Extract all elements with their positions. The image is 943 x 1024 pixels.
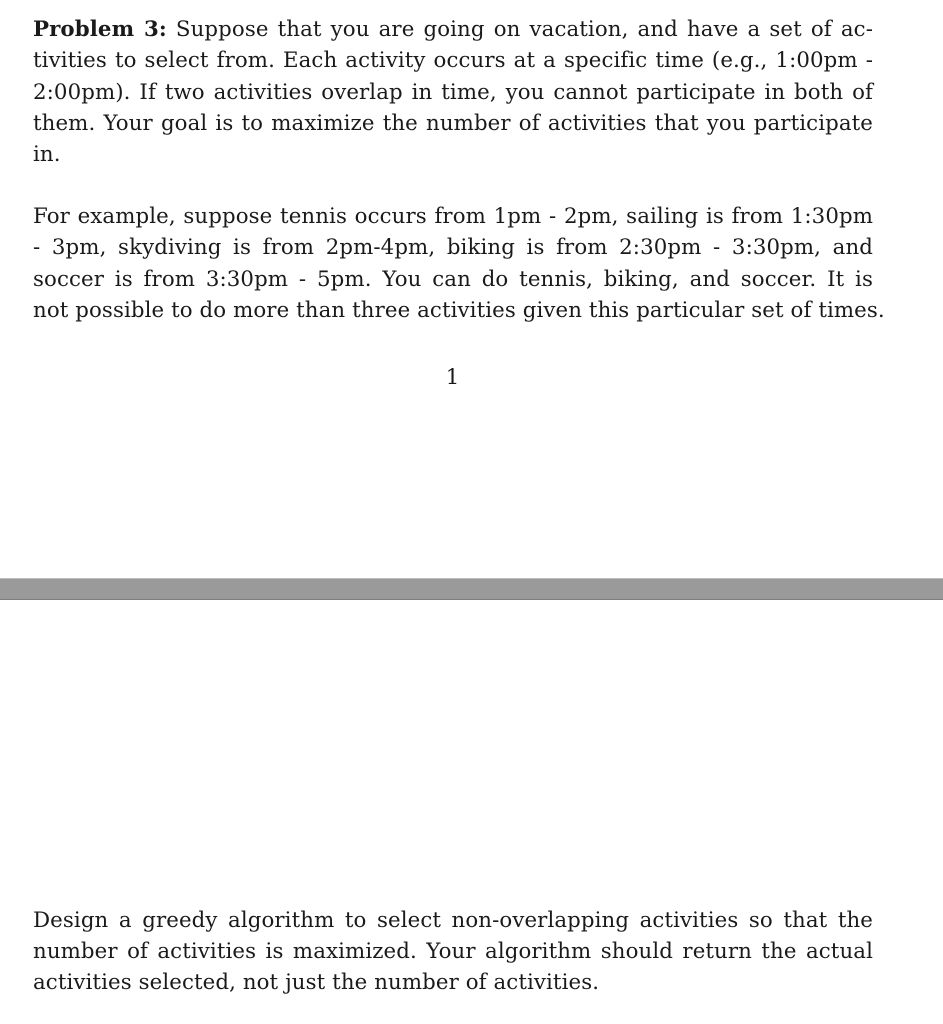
para1-line-2: tivities to select from. Each activity occurs at a specific time (e.g., 1:00pm -: [33, 48, 873, 73]
para1-line-3: 2:00pm). If two activities overlap in time, you cannot participate in both of: [33, 80, 873, 105]
para1-line-4: them. Your goal is to maximize the number of activities that you participate: [33, 111, 873, 136]
para1-line-5: in.: [33, 142, 61, 167]
problem-heading: Problem 3:: [33, 17, 167, 42]
para3-line-2: number of activities is maximized. Your algorithm should return the actual: [33, 939, 873, 964]
para3-line-1: Design a greedy algorithm to select non-overlapping activities so that the: [33, 908, 873, 933]
page-2: [0, 600, 943, 1024]
para2-line-4: not possible to do more than three activities given this particular set of times.: [33, 298, 885, 323]
para1-line-1-text: Suppose that you are going on vacation, and have a set of ac-: [175, 17, 873, 42]
para2-line-2: - 3pm, skydiving is from 2pm-4pm, biking is from 2:30pm - 3:30pm, and: [33, 235, 873, 260]
page-number: 1: [445, 365, 460, 390]
para2-line-3: soccer is from 3:30pm - 5pm. You can do tennis, biking, and soccer. It is: [33, 267, 873, 292]
para2-line-1: For example, suppose tennis occurs from 1pm - 2pm, sailing is from 1:30pm: [33, 204, 873, 229]
para1-line-1: [33, 14, 873, 45]
page-separator: [0, 578, 943, 600]
para3-line-3: activities selected, not just the number of activities.: [33, 970, 600, 995]
